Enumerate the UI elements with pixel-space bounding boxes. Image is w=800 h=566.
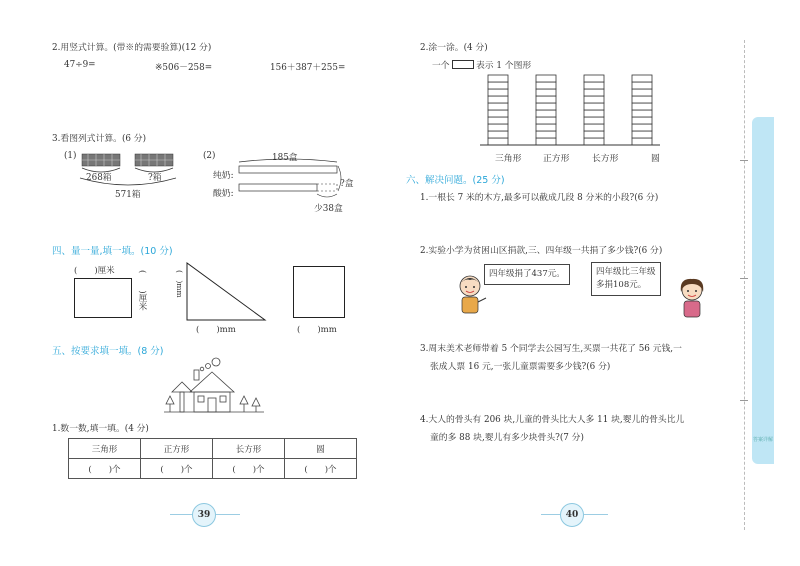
triangle-bottom-blank: ( )mm xyxy=(196,325,236,335)
bar-cell[interactable] xyxy=(584,131,604,138)
header-square: 正方形 xyxy=(141,439,213,459)
page-decoration-right xyxy=(216,514,240,515)
cell-triangle: ( )个 xyxy=(69,459,141,479)
box1-label: 268箱 xyxy=(86,173,112,183)
bar-cell[interactable] xyxy=(584,124,604,131)
bar-cell[interactable] xyxy=(536,96,556,103)
segment-diagram xyxy=(238,158,348,206)
page-number-40: 40 xyxy=(560,503,584,527)
header-circle: 圆 xyxy=(285,439,357,459)
bar-cell[interactable] xyxy=(536,110,556,117)
calc-item-2: ※506－258= xyxy=(155,63,213,73)
bar-cell[interactable] xyxy=(584,103,604,110)
bar-label-triangle: 三角形 xyxy=(495,154,522,164)
bar-cell[interactable] xyxy=(488,89,508,96)
boy-avatar xyxy=(455,272,489,320)
bar-cell[interactable] xyxy=(584,75,604,82)
q2-title: 2.用竖式计算。(带※的需要验算)(12 分) xyxy=(52,43,212,53)
calc-item-3: 156＋387＋255= xyxy=(270,63,346,73)
bar-cell[interactable] xyxy=(488,110,508,117)
bar-cell[interactable] xyxy=(536,75,556,82)
bar-cell[interactable] xyxy=(536,103,556,110)
bar-cell[interactable] xyxy=(536,117,556,124)
bar-cell[interactable] xyxy=(632,103,652,110)
sec5-q1: 1.数一数,填一填。(4 分) xyxy=(52,424,149,434)
page-decoration-right-2 xyxy=(584,514,608,515)
legend-cell xyxy=(452,60,474,69)
bar-cell[interactable] xyxy=(632,117,652,124)
triangle-side-blank: ( )mm xyxy=(175,270,184,298)
sec6-q4-line2: 童的多 88 块,婴儿有多少块骨头?(7 分) xyxy=(430,433,584,443)
square-shape xyxy=(293,266,345,318)
bar-cell[interactable] xyxy=(632,110,652,117)
section-4-title: 四、量一量,填一填。(10 分) xyxy=(52,246,173,257)
bar-column-1[interactable] xyxy=(536,75,556,145)
bar-cell[interactable] xyxy=(584,89,604,96)
bar-cell[interactable] xyxy=(584,110,604,117)
bar-column-2[interactable] xyxy=(584,75,604,145)
bar-column-0[interactable] xyxy=(488,75,508,145)
q3-title: 3.看图列式计算。(6 分) xyxy=(52,134,147,144)
bar-cell[interactable] xyxy=(488,96,508,103)
bar-cell[interactable] xyxy=(488,117,508,124)
bar-cell[interactable] xyxy=(536,124,556,131)
bar-cell[interactable] xyxy=(488,75,508,82)
bar-cell[interactable] xyxy=(584,82,604,89)
sec6-q1: 1.一根长 7 米的木方,最多可以截成几段 8 分米的小段?(6 分) xyxy=(420,193,659,203)
bar-cell[interactable] xyxy=(632,96,652,103)
bar-cell[interactable] xyxy=(632,82,652,89)
table-row xyxy=(69,459,357,479)
bar-grid-chart xyxy=(480,74,660,146)
legend-suffix: 表示 1 个图形 xyxy=(476,61,532,71)
q3-part1-label: (1) xyxy=(64,151,77,161)
sec6-q4-line1: 4.大人的骨头有 206 块,儿童的骨头比大人多 11 块,婴儿的骨头比儿 xyxy=(420,415,685,425)
bar-cell[interactable] xyxy=(632,124,652,131)
r-q2-title: 2.涂一涂。(4 分) xyxy=(420,43,488,53)
bar-cell[interactable] xyxy=(488,124,508,131)
section-6-title: 六、解决问题。(25 分) xyxy=(406,175,505,186)
bar-label-square: 正方形 xyxy=(543,154,570,164)
page-number-39: 39 xyxy=(192,503,216,527)
bar-cell[interactable] xyxy=(632,75,652,82)
calc-item-1: 47÷9= xyxy=(64,60,96,70)
bar-label-circle: 圆 xyxy=(651,154,660,164)
bar-cell[interactable] xyxy=(488,138,508,145)
bar-cell[interactable] xyxy=(488,131,508,138)
bar-cell[interactable] xyxy=(632,138,652,145)
bar-cell[interactable] xyxy=(536,131,556,138)
less-label: 少38盒 xyxy=(314,204,343,214)
sec6-q3-line1: 3.周末美术老师带着 5 个同学去公园写生,买票一共花了 56 元钱,一 xyxy=(420,344,682,354)
bar-cell[interactable] xyxy=(632,89,652,96)
sec6-q3-line2: 张成人票 16 元,一张儿童票需要多少钱?(6 分) xyxy=(430,362,611,372)
bar-column-3[interactable] xyxy=(632,75,652,145)
cell-square: ( )个 xyxy=(141,459,213,479)
total-label: 571箱 xyxy=(115,190,141,200)
bar-cell[interactable] xyxy=(536,89,556,96)
bar-cell[interactable] xyxy=(536,82,556,89)
question-label: ?盒 xyxy=(340,179,354,189)
bar-cell[interactable] xyxy=(488,103,508,110)
bubble2-line1: 四年级比三年级 xyxy=(596,267,656,277)
bar-cell[interactable] xyxy=(584,138,604,145)
bar-cell[interactable] xyxy=(632,131,652,138)
top-total-label: 185盒 xyxy=(272,153,298,163)
q3-part2-label: (2) xyxy=(203,151,216,161)
binding-notch xyxy=(740,400,748,401)
header-rectangle: 长方形 xyxy=(213,439,285,459)
count-table xyxy=(68,438,357,479)
page-decoration-left xyxy=(170,514,194,515)
binding-notch xyxy=(740,160,748,161)
side-tab-label: 答案详解 xyxy=(753,437,774,443)
row2-label: 酸奶: xyxy=(213,189,234,199)
bar-cell[interactable] xyxy=(584,117,604,124)
binding-notch xyxy=(740,278,748,279)
row1-label: 纯奶: xyxy=(213,171,234,181)
house-picture xyxy=(164,356,264,414)
bar-label-rectangle: 长方形 xyxy=(592,154,619,164)
rectangle-shape xyxy=(74,278,132,318)
table-header-row xyxy=(69,439,357,459)
sec6-q2: 2.实验小学为贫困山区捐款,三、四年级一共捐了多少钱?(6 分) xyxy=(420,246,663,256)
header-triangle: 三角形 xyxy=(69,439,141,459)
bar-cell[interactable] xyxy=(536,138,556,145)
speech-bubble-2 xyxy=(591,262,661,296)
cell-circle: ( )个 xyxy=(285,459,357,479)
rect-height-blank: ( )厘米 xyxy=(137,270,147,311)
legend-prefix: 一个 xyxy=(432,61,450,71)
section-5-title: 五、按要求填一填。(8 分) xyxy=(52,346,164,357)
cell-rectangle: ( )个 xyxy=(213,459,285,479)
rect-width-blank: ( )厘米 xyxy=(74,266,115,276)
bubble2-line2: 多捐108元。 xyxy=(596,280,647,290)
square-bottom-blank: ( )mm xyxy=(297,325,337,335)
right-triangle-shape xyxy=(186,262,268,322)
girl-avatar xyxy=(675,276,709,324)
answer-side-tab[interactable] xyxy=(752,117,774,464)
speech-bubble-1: 四年级捐了437元。 xyxy=(484,264,570,285)
bar-cell[interactable] xyxy=(488,82,508,89)
bar-cell[interactable] xyxy=(584,96,604,103)
binding-line xyxy=(744,40,745,530)
box2-label: ?箱 xyxy=(148,173,162,183)
